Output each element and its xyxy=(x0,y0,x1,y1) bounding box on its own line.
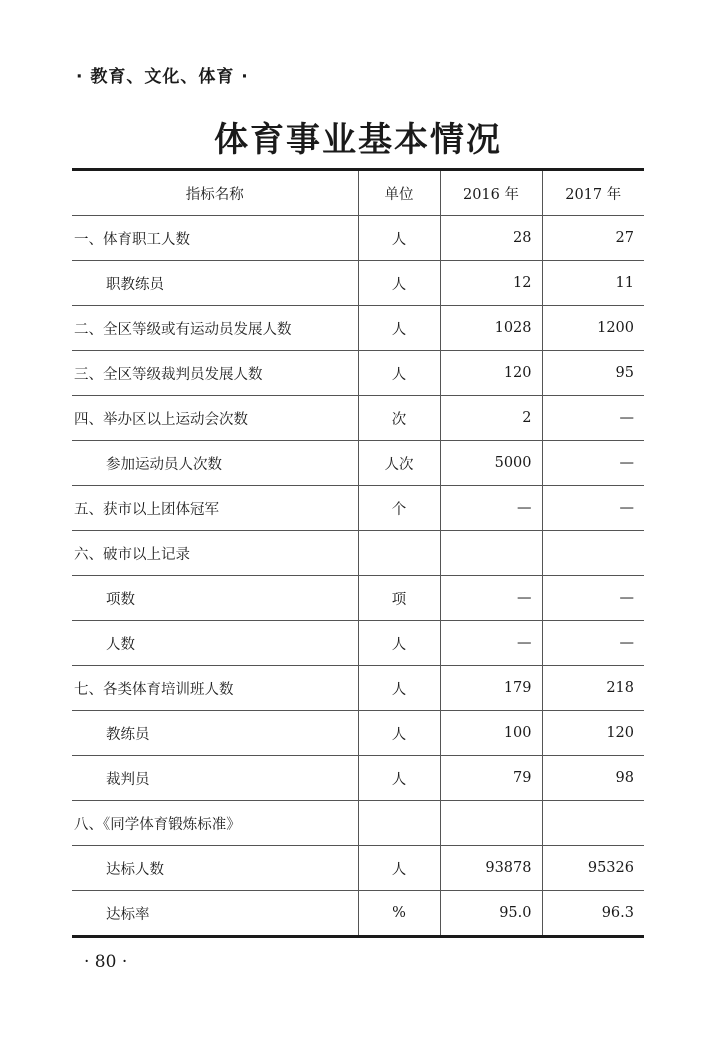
table-row xyxy=(72,351,644,396)
value-2016-cell: 79 xyxy=(440,756,542,801)
unit-cell: 个 xyxy=(358,486,440,531)
table-row xyxy=(72,576,644,621)
indicator-name-cell: 裁判员 xyxy=(72,756,358,801)
value-2017-cell: 120 xyxy=(542,711,644,756)
indicator-name-cell: 职教练员 xyxy=(72,261,358,306)
table-row xyxy=(72,486,644,531)
indicator-name-cell: 达标人数 xyxy=(72,846,358,891)
sports-statistics-table xyxy=(72,168,644,938)
table-row xyxy=(72,801,644,846)
value-2016-cell: — xyxy=(440,486,542,531)
value-2017-cell: 27 xyxy=(542,216,644,261)
column-header-2016: 2016 年 xyxy=(440,170,542,216)
indicator-name-cell: 二、全区等级或有运动员发展人数 xyxy=(72,306,358,351)
value-2016-cell: 93878 xyxy=(440,846,542,891)
table-row xyxy=(72,261,644,306)
unit-cell: 人 xyxy=(358,351,440,396)
value-2017-cell xyxy=(542,801,644,846)
indicator-name-cell: 项数 xyxy=(72,576,358,621)
table-row xyxy=(72,441,644,486)
value-2017-cell: 95326 xyxy=(542,846,644,891)
unit-cell: 人 xyxy=(358,756,440,801)
column-header-2017: 2017 年 xyxy=(542,170,644,216)
unit-cell: 人 xyxy=(358,621,440,666)
sports-statistics-table-container xyxy=(72,168,644,938)
page-title: 体育事业基本情况 xyxy=(214,120,502,160)
value-2016-cell: — xyxy=(440,621,542,666)
unit-cell: 人 xyxy=(358,216,440,261)
value-2017-cell: 95 xyxy=(542,351,644,396)
table-row xyxy=(72,216,644,261)
value-2016-cell: 1028 xyxy=(440,306,542,351)
unit-cell: 人 xyxy=(358,846,440,891)
value-2017-cell xyxy=(542,531,644,576)
value-2016-cell: — xyxy=(440,576,542,621)
indicator-name-cell: 参加运动员人次数 xyxy=(72,441,358,486)
value-2016-cell xyxy=(440,801,542,846)
table-row xyxy=(72,711,644,756)
unit-cell: 人次 xyxy=(358,441,440,486)
indicator-name-cell: 教练员 xyxy=(72,711,358,756)
value-2016-cell: 28 xyxy=(440,216,542,261)
unit-cell: 人 xyxy=(358,711,440,756)
table-row xyxy=(72,756,644,801)
value-2017-cell: — xyxy=(542,396,644,441)
value-2016-cell: 2 xyxy=(440,396,542,441)
value-2016-cell xyxy=(440,531,542,576)
value-2016-cell: 95.0 xyxy=(440,891,542,937)
unit-cell: 人 xyxy=(358,306,440,351)
indicator-name-cell: 六、破市以上记录 xyxy=(72,531,358,576)
column-header-unit: 单位 xyxy=(358,170,440,216)
value-2017-cell: 11 xyxy=(542,261,644,306)
value-2016-cell: 12 xyxy=(440,261,542,306)
indicator-name-cell: 五、获市以上团体冠军 xyxy=(72,486,358,531)
value-2017-cell: — xyxy=(542,576,644,621)
column-header-indicator: 指标名称 xyxy=(72,170,358,216)
unit-cell xyxy=(358,531,440,576)
indicator-name-cell: 人数 xyxy=(72,621,358,666)
table-row xyxy=(72,666,644,711)
indicator-name-cell: 四、举办区以上运动会次数 xyxy=(72,396,358,441)
indicator-name-cell: 三、全区等级裁判员发展人数 xyxy=(72,351,358,396)
indicator-name-cell: 七、各类体育培训班人数 xyxy=(72,666,358,711)
value-2016-cell: 179 xyxy=(440,666,542,711)
unit-cell xyxy=(358,801,440,846)
unit-cell: 项 xyxy=(358,576,440,621)
unit-cell: % xyxy=(358,891,440,937)
value-2017-cell: — xyxy=(542,441,644,486)
value-2017-cell: — xyxy=(542,621,644,666)
value-2017-cell: 218 xyxy=(542,666,644,711)
unit-cell: 次 xyxy=(358,396,440,441)
table-row xyxy=(72,306,644,351)
value-2017-cell: 1200 xyxy=(542,306,644,351)
unit-cell: 人 xyxy=(358,261,440,306)
indicator-name-cell: 达标率 xyxy=(72,891,358,937)
value-2016-cell: 100 xyxy=(440,711,542,756)
value-2016-cell: 120 xyxy=(440,351,542,396)
value-2017-cell: 98 xyxy=(542,756,644,801)
table-header-row xyxy=(72,170,644,216)
table-row xyxy=(72,621,644,666)
table-row xyxy=(72,846,644,891)
value-2016-cell: 5000 xyxy=(440,441,542,486)
table-row xyxy=(72,531,644,576)
page-number: · 80 · xyxy=(84,952,128,972)
table-row xyxy=(72,396,644,441)
value-2017-cell: 96.3 xyxy=(542,891,644,937)
section-header: · 教育、文化、体育 · xyxy=(76,67,249,87)
value-2017-cell: — xyxy=(542,486,644,531)
table-body xyxy=(72,216,644,937)
indicator-name-cell: 一、体育职工人数 xyxy=(72,216,358,261)
unit-cell: 人 xyxy=(358,666,440,711)
indicator-name-cell: 八、《同学体育锻炼标准》 xyxy=(72,801,358,846)
table-row xyxy=(72,891,644,937)
